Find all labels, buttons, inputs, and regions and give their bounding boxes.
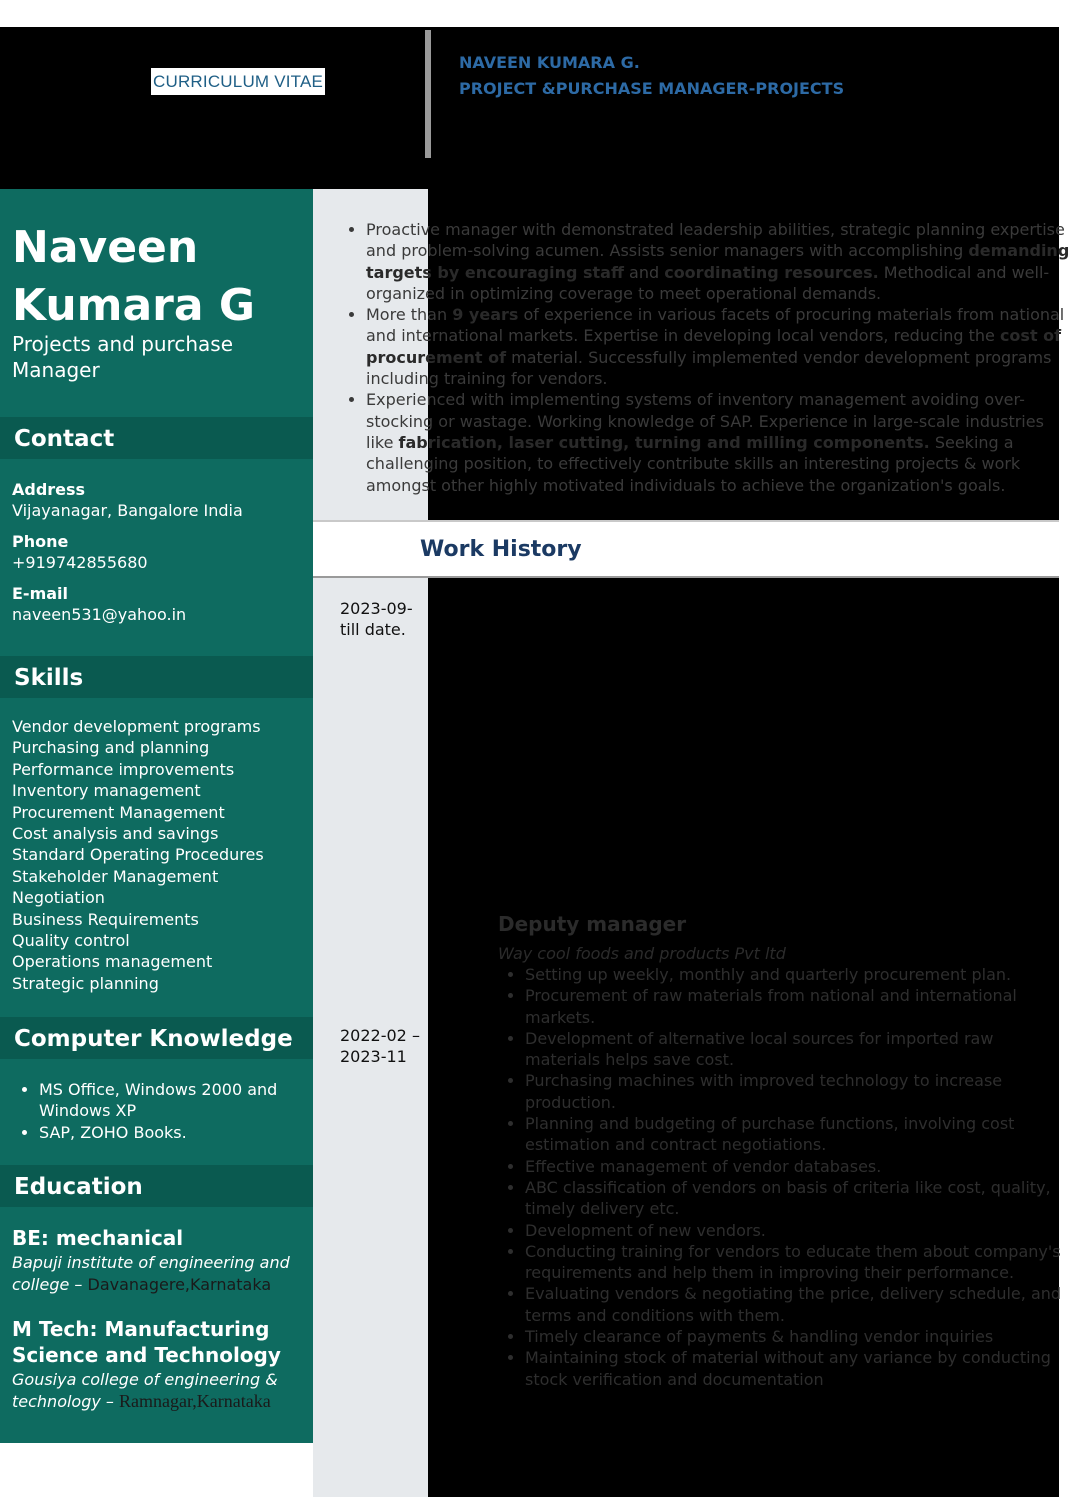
address-value: Vijayanagar, Bangalore India <box>12 501 243 520</box>
list-item: Operations management <box>12 952 213 972</box>
list-item: • Development of new vendors. <box>525 1220 1065 1241</box>
work-history-heading: Work History <box>420 537 582 562</box>
contact-heading: Contact <box>0 417 313 459</box>
profile-title: Projects and purchase Manager <box>12 332 233 382</box>
computer-knowledge-list <box>14 1079 299 1143</box>
list-item: Purchasing and planning <box>12 738 210 758</box>
education-institution <box>12 1369 307 1412</box>
list-item: Vendor development programs <box>12 717 261 736</box>
header-divider <box>425 30 431 158</box>
profile-name-line1: Naveen <box>12 222 199 273</box>
list-item: • Development of alternative local sources for imported raw materials helps save cost. <box>525 1028 1065 1071</box>
header-band <box>0 27 1059 189</box>
contact-email <box>12 583 186 625</box>
list-item: • Setting up weekly, monthly and quarterly procurement plan. <box>525 964 1065 985</box>
list-item: Stakeholder Management <box>12 866 219 886</box>
list-item: • SAP, ZOHO Books. <box>39 1122 299 1143</box>
header-role: PROJECT &PURCHASE MANAGER-PROJECTS <box>459 79 845 98</box>
skills-list <box>12 716 264 994</box>
profile-name <box>12 219 255 335</box>
institution-name: Bapuji institute of engineering and college – <box>12 1253 290 1294</box>
summary-item: • More than 9 years of experience in various facets of procuring materials from national and international markets. Expertise in developing local vendors, reducing the cost of procurement of material. Successfully implemented vendor development programs including training for vendors. <box>366 304 1071 389</box>
summary-item: • Experienced with implementing systems of inventory management avoiding over-stocking or wastage. Working knowledge of SAP. Experience in large-scale industries like fabrication, laser cutting, turning and milling components. Seeking a challenging position, to effectively contribute skills an interesting projects & work amongst other highly motivated individuals to achieve the organization's goals. <box>366 389 1071 495</box>
computer-knowledge-heading: Computer Knowledge <box>0 1017 313 1059</box>
list-item: Strategic planning <box>12 973 159 993</box>
list-item: Business Requirements <box>12 909 199 929</box>
education-heading: Education <box>0 1165 313 1207</box>
cv-label: CURRICULUM VITAE <box>151 68 325 95</box>
list-item: Negotiation <box>12 888 105 908</box>
job-responsibilities <box>500 964 1065 1390</box>
education-degree: BE: mechanical <box>12 1226 184 1250</box>
header-name: NAVEEN KUMARA G. <box>459 53 640 72</box>
email-label: E-mail <box>12 584 69 603</box>
list-item: • Procurement of raw materials from national and international markets. <box>525 985 1065 1028</box>
list-item: • Planning and budgeting of purchase functions, involving cost estimation and contract negotiations. <box>525 1113 1065 1156</box>
profile-name-line2: Kumara G <box>12 280 256 331</box>
contact-address <box>12 479 243 521</box>
list-item: Cost analysis and savings <box>12 824 219 844</box>
list-item: • Purchasing machines with improved technology to increase production. <box>525 1070 1065 1113</box>
list-item: Quality control <box>12 931 130 951</box>
sidebar <box>0 189 313 1443</box>
email-value[interactable]: naveen531@yahoo.in <box>12 605 187 624</box>
phone-value: +919742855680 <box>12 553 148 572</box>
address-label: Address <box>12 480 86 499</box>
institution-location: Ramnagar,Karnataka <box>119 1390 271 1411</box>
institution-name: Gousiya college of engineering & technology – <box>12 1370 278 1411</box>
list-item: • Effective management of vendor databases. <box>525 1156 1065 1177</box>
job-date: 2023-09-till date. <box>340 599 413 639</box>
list-item: • Evaluating vendors & negotiating the price, delivery schedule, and terms and conditions with them. <box>525 1283 1065 1326</box>
summary-list <box>341 219 1071 496</box>
list-item: Inventory management <box>12 781 201 801</box>
list-item: Standard Operating Procedures <box>12 845 264 865</box>
list-item: Procurement Management <box>12 802 225 822</box>
contact-phone <box>12 531 148 573</box>
job-company: Way cool foods and products Pvt ltd <box>498 944 786 963</box>
skills-heading: Skills <box>0 656 313 698</box>
list-item: • MS Office, Windows 2000 and Windows XP <box>39 1079 299 1122</box>
list-item: • Timely clearance of payments & handling vendor inquiries <box>525 1326 1065 1347</box>
list-item: • ABC classification of vendors on basis of criteria like cost, quality, timely delivery etc. <box>525 1177 1065 1220</box>
list-item: • Conducting training for vendors to educate them about company's requirements and help them in improving their performance. <box>525 1241 1065 1284</box>
list-item: Performance improvements <box>12 759 235 779</box>
institution-location: Davanagere,Karnataka <box>87 1274 272 1294</box>
job-title: Deputy manager <box>498 912 687 936</box>
job-date: 2022-02 – 2023-11 <box>340 1026 420 1066</box>
list-item: • Maintaining stock of material without any variance by conducting stock verification and documentation <box>525 1347 1065 1390</box>
summary-item: • Proactive manager with demonstrated leadership abilities, strategic planning expertise and problem-solving acumen. Assists senior managers with accomplishing demanding targets by encouraging staff and coordinating resources. Methodical and well-organized in optimizing coverage to meet operational demands. <box>366 219 1071 304</box>
education-institution <box>12 1252 307 1295</box>
phone-label: Phone <box>12 532 69 551</box>
education-degree: M Tech: Manufacturing Science and Technology <box>12 1317 281 1367</box>
